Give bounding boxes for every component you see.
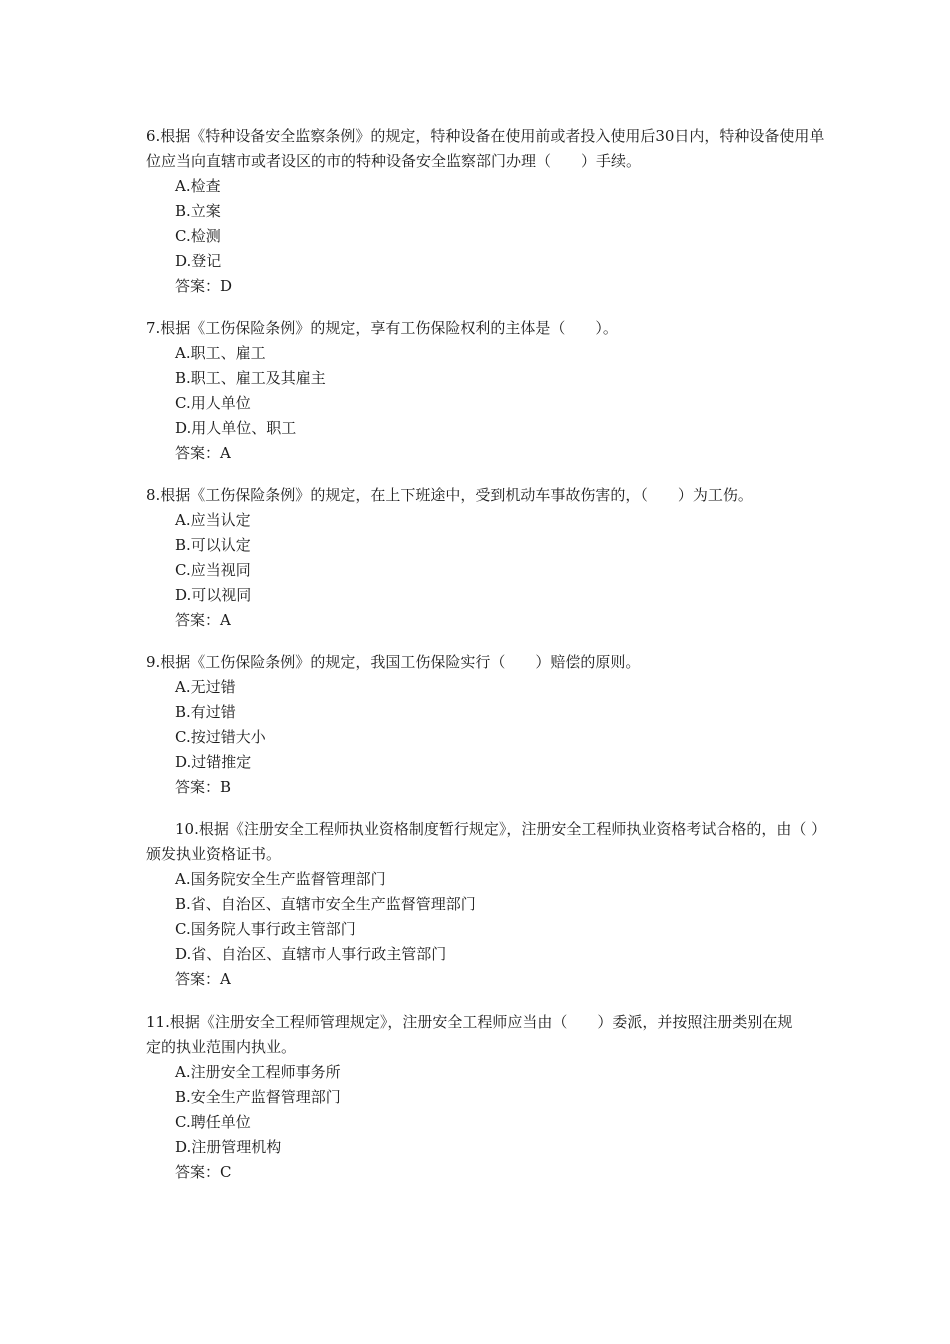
question-text: 6.根据《特种设备安全监察条例》的规定，特种设备在使用前或者投入使用后30日内，特种设备使用单位应当向直辖市或者设区的市的特种设备安全监察部门办理（ ）手续。 bbox=[146, 127, 825, 170]
option-b: B.职工、雇工及其雇主 bbox=[175, 369, 326, 387]
option-b: B.安全生产监督管理部门 bbox=[175, 1088, 341, 1106]
question-7 bbox=[146, 316, 826, 466]
option-a: A.国务院安全生产监督管理部门 bbox=[175, 870, 386, 888]
answer-text: 答案：A bbox=[175, 444, 231, 462]
option-c: C.用人单位 bbox=[175, 394, 251, 412]
option-d: D.注册管理机构 bbox=[175, 1138, 282, 1156]
question-8 bbox=[146, 483, 836, 633]
option-c: C.检测 bbox=[175, 227, 221, 245]
option-b: B.立案 bbox=[175, 202, 221, 220]
answer-text: 答案：B bbox=[175, 778, 232, 796]
question-text: 11.根据《注册安全工程师管理规定》，注册安全工程师应当由（ ）委派，并按照注册类别在规定的执业范围内执业。 bbox=[146, 1013, 793, 1056]
question-text: 10.根据《注册安全工程师执业资格制度暂行规定》，注册安全工程师执业资格考试合格的，由（ ）颁发执业资格证书。 bbox=[146, 820, 819, 863]
answer-text: 答案：A bbox=[175, 611, 231, 629]
question-text: 8.根据《工伤保险条例》的规定，在上下班途中，受到机动车事故伤害的，（ ）为工伤。 bbox=[146, 486, 753, 504]
option-c: C.按过错大小 bbox=[175, 728, 266, 746]
question-6 bbox=[146, 124, 826, 299]
option-b: B.省、自治区、直辖市安全生产监督管理部门 bbox=[175, 895, 476, 913]
question-9 bbox=[146, 650, 826, 800]
option-a: A.应当认定 bbox=[175, 511, 251, 529]
option-c: C.国务院人事行政主管部门 bbox=[175, 920, 356, 938]
option-a: A.检查 bbox=[175, 177, 221, 195]
question-11 bbox=[146, 1010, 806, 1185]
option-a: A.注册安全工程师事务所 bbox=[175, 1063, 341, 1081]
answer-text: 答案：D bbox=[175, 277, 233, 295]
option-a: A.无过错 bbox=[175, 678, 236, 696]
answer-text: 答案：A bbox=[175, 970, 231, 988]
option-b: B.有过错 bbox=[175, 703, 236, 721]
option-c: C.应当视同 bbox=[175, 561, 251, 579]
option-c: C.聘任单位 bbox=[175, 1113, 251, 1131]
answer-text: 答案：C bbox=[175, 1163, 232, 1181]
option-d: D.可以视同 bbox=[175, 586, 252, 604]
option-d: D.登记 bbox=[175, 252, 222, 270]
option-d: D.用人单位、职工 bbox=[175, 419, 297, 437]
option-d: D.过错推定 bbox=[175, 753, 252, 771]
question-text: 7.根据《工伤保险条例》的规定，享有工伤保险权利的主体是（ ）。 bbox=[146, 319, 618, 337]
option-a: A.职工、雇工 bbox=[175, 344, 266, 362]
option-d: D.省、自治区、直辖市人事行政主管部门 bbox=[175, 945, 447, 963]
question-10 bbox=[146, 817, 822, 992]
option-b: B.可以认定 bbox=[175, 536, 251, 554]
question-text: 9.根据《工伤保险条例》的规定，我国工伤保险实行（ ）赔偿的原则。 bbox=[146, 653, 641, 671]
